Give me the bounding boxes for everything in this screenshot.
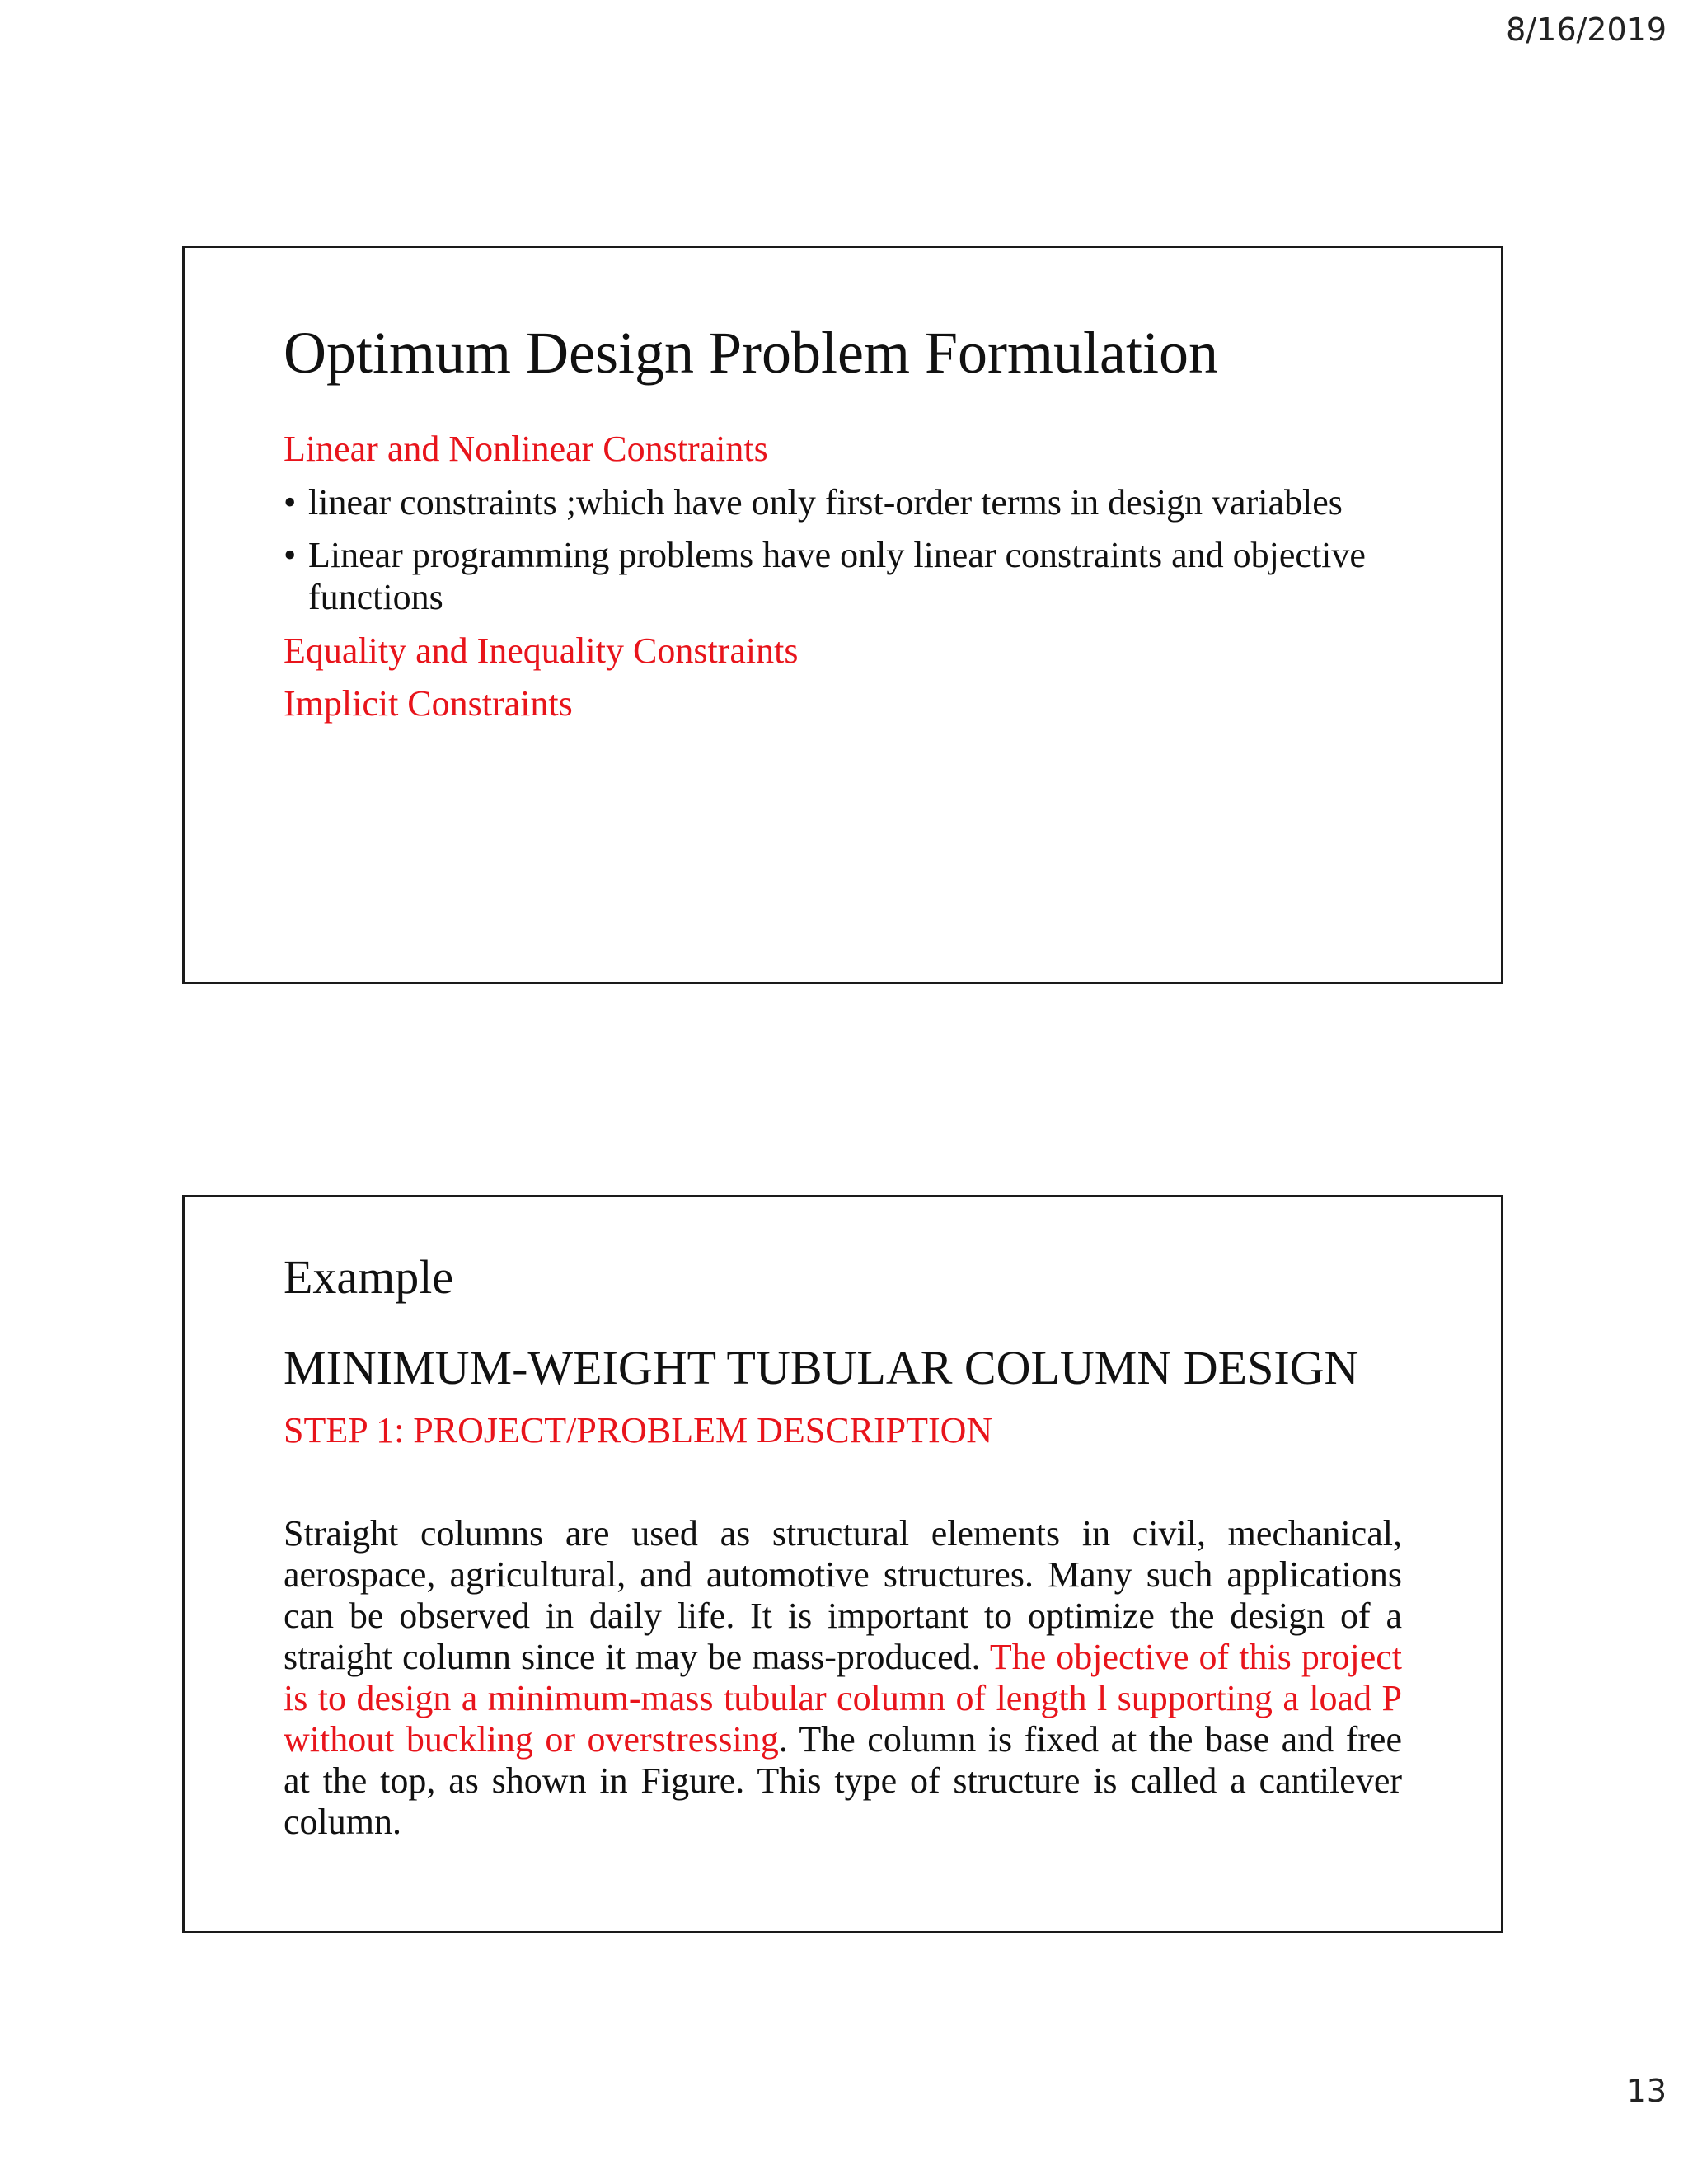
bullet-item	[284, 482, 1402, 524]
description-text: Straight columns are used as structural elements in civil, mechanical, aerospace, agricultural, and automotive structures. Many such applications can be observed in daily life. It is important to optimize the design of a straight column since it may be mass-produced.	[284, 1512, 1402, 1677]
bullet-item	[284, 535, 1402, 618]
description-objective: The objective of this project is to design a minimum-mass tubular column of length l supporting a load P without buckling or overstressing	[284, 1636, 1402, 1760]
problem-description	[284, 1513, 1402, 1843]
description-text-end: . The column is fixed at the base and free at the top, as shown in Figure. This type of structure is called a cantilever column.	[284, 1718, 1402, 1842]
bullet-list	[284, 482, 1402, 619]
bullet-icon: •	[284, 481, 297, 523]
heading-implicit: Implicit Constraints	[284, 683, 573, 724]
slide-content	[284, 1251, 1402, 1843]
slide-example	[182, 1195, 1503, 1933]
slide-title: Optimum Design Problem Formulation	[284, 320, 1218, 386]
page-number: 13	[1626, 2073, 1667, 2109]
heading-equality-inequality: Equality and Inequality Constraints	[284, 630, 799, 671]
slide-content	[284, 321, 1402, 737]
bullet-icon: •	[284, 535, 297, 576]
bullet-text: linear constraints ;which have only first-order terms in design variables	[308, 481, 1343, 523]
example-subtitle: MINIMUM-WEIGHT TUBULAR COLUMN DESIGN	[284, 1340, 1359, 1394]
bullet-text: Linear programming problems have only linear constraints and objective functions	[308, 535, 1366, 617]
example-title: Example	[284, 1250, 454, 1304]
slide-optimum-design	[182, 246, 1503, 984]
header-date: 8/16/2019	[1506, 12, 1667, 48]
step-heading: STEP 1: PROJECT/PROBLEM DESCRIPTION	[284, 1409, 993, 1451]
heading-linear-nonlinear: Linear and Nonlinear Constraints	[284, 429, 768, 470]
